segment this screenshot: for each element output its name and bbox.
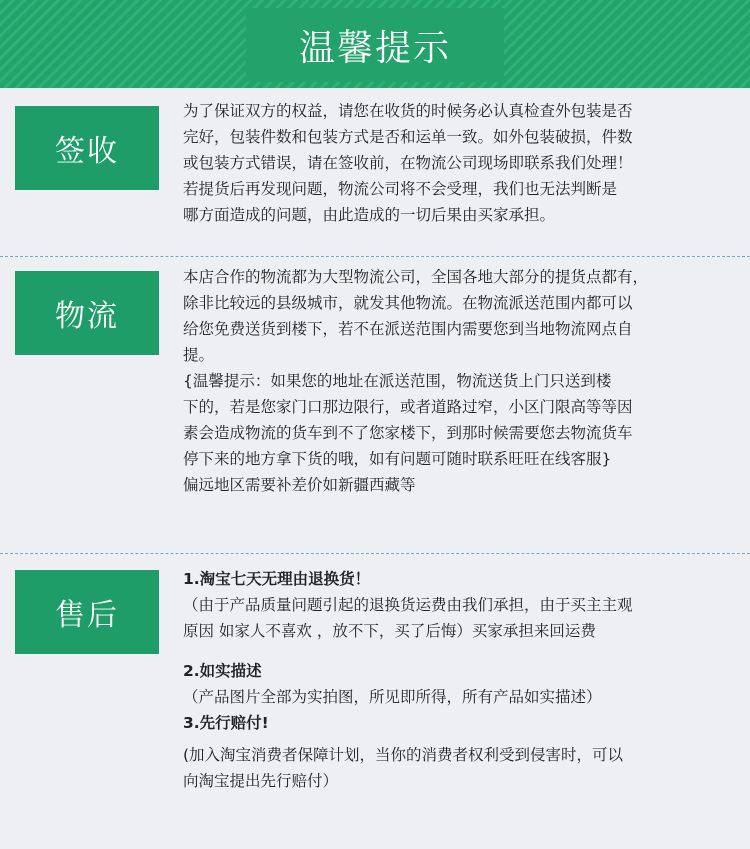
item-heading: 3.先行赔付! [183, 714, 269, 732]
text-line: 哪方面造成的问题，由此造成的一切后果由买家承担。 [183, 206, 556, 224]
text-line: 向淘宝提出先行赔付） [183, 772, 339, 790]
text-line: 或包装方式错误，请在签收前，在物流公司现场即联系我们处理！ [183, 154, 633, 172]
section-label-signing: 签收 [15, 106, 159, 190]
page-title: 温馨提示 [298, 27, 451, 69]
section-text-signing [183, 98, 733, 228]
section-text-logistics [183, 264, 733, 498]
text-line: 下的，若是您家门口那边限行，或者道路过窄，小区门限高等等因 [183, 398, 633, 416]
text-line: 提。 [183, 346, 215, 364]
section-label-after-sales: 售后 [15, 570, 159, 654]
item-heading: 2.如实描述 [183, 662, 262, 680]
text-line: {温馨提示：如果您的地址在派送范围，物流送货上门只送到楼 [183, 372, 612, 390]
section-label-logistics: 物流 [15, 271, 159, 355]
header-banner [0, 0, 750, 88]
text-line: 完好，包装件数和包装方式是否和运单一致。如外包装破损，件数 [183, 128, 633, 146]
item-heading: 1.淘宝七天无理由退换货！ [183, 570, 371, 588]
text-line: （产品图片全部为实拍图，所见即所得，所有产品如实描述） [183, 688, 602, 706]
section-text-after-sales [183, 566, 733, 794]
text-line: 偏远地区需要补差价如新疆西藏等 [183, 476, 416, 494]
text-line: 给您免费送货到楼下，若不在派送范围内需要您到当地物流网点自 [183, 320, 633, 338]
text-line: 为了保证双方的权益，请您在收货的时候务必认真检查外包装是否 [183, 102, 633, 120]
text-line: 若提货后再发现问题，物流公司将不会受理，我们也无法判断是 [183, 180, 618, 198]
text-line: (加入淘宝消费者保障计划，当你的消费者权利受到侵害时，可以 [183, 746, 624, 764]
text-line: 除非比较远的县级城市，就发其他物流。在物流派送范围内都可以 [183, 294, 633, 312]
text-line: 原因 如家人不喜欢 ，放不下，买了后悔）买家承担来回运费 [183, 622, 596, 640]
text-line: 停下来的地方拿下货的哦，如有问题可随时联系旺旺在线客服} [183, 450, 612, 468]
title-box [246, 8, 504, 82]
text-line: 素会造成物流的货车到不了您家楼下，到那时候需要您去物流货车 [183, 424, 633, 442]
text-line: 本店合作的物流都为大型物流公司，全国各地大部分的提货点都有， [183, 268, 649, 286]
text-line: （由于产品质量问题引起的退换货运费由我们承担，由于买主主观 [183, 596, 633, 614]
